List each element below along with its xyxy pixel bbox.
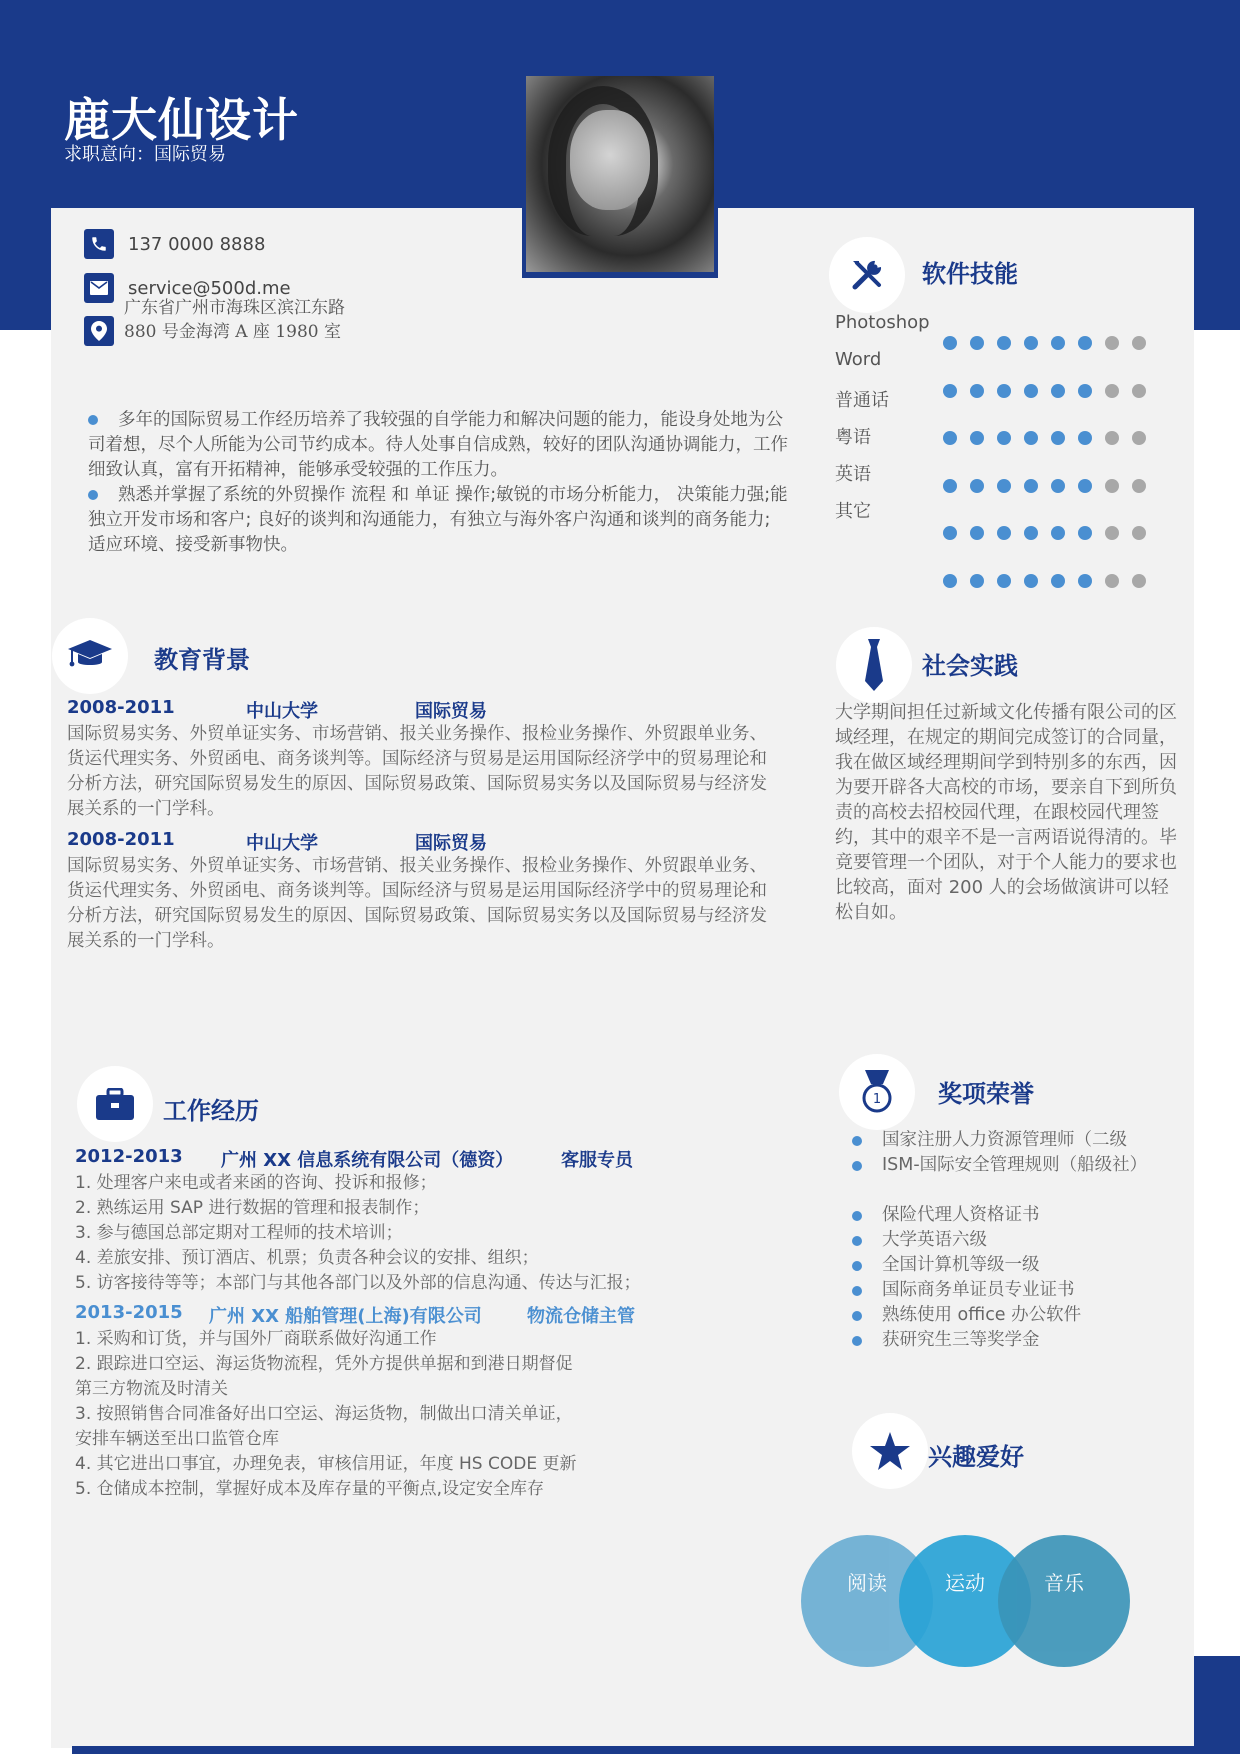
skill-label: Photoshop [835, 312, 930, 333]
phone-text: 137 0000 8888 [128, 233, 266, 255]
skill-rating-row [943, 384, 1146, 432]
graduation-cap-icon [66, 638, 114, 674]
job-line: 第三方物流及时清关 [75, 1379, 228, 1399]
skill-dot [1132, 384, 1146, 398]
education-entry [67, 697, 767, 822]
job-line: 安排车辆送至出口监管仓库 [75, 1429, 279, 1449]
job-entry [75, 1302, 775, 1502]
skill-dot [970, 336, 984, 350]
skill-label: 普通话 [835, 390, 889, 411]
skill-rating-row [943, 479, 1146, 527]
job-role: 物流仓储主管 [527, 1306, 635, 1327]
award-item: ISM-国际安全管理规则（船级社） [852, 1153, 1147, 1178]
education-school: 中山大学 [246, 833, 318, 854]
skill-dot [1078, 574, 1092, 588]
education-description: 国际贸易实务、外贸单证实务、市场营销、报关业务操作、报检业务操作、外贸跟单业务、货运代理实务、外贸函电、商务谈判等。国际经济与贸易是运用国际经济学中的贸易理论和分析方法，研究国际贸易发生的原因、国际贸易政策、国际贸易实务以及国际贸易与经济发展关系的一门学科。 [67, 724, 767, 819]
social-text: 大学期间担任过新域文化传播有限公司的区域经理，在规定的期间完成签订的合同量，我在做区域经理期间学到特别多的东西，因为要开辟各大高校的市场，要亲自下到所负责的高校去招校园代理，在跟校园代理签约，其中的艰辛不是一言两语说得清的。毕竟要管理一个团队，对于个人能力的要求也比较高，面对 200 人的会场做演讲可以轻松自如。 [835, 702, 1177, 923]
award-item: 全国计算机等级一级 [852, 1253, 1147, 1278]
education-major: 国际贸易 [415, 701, 487, 722]
hobby-label: 音乐 [1044, 1571, 1084, 1595]
bullet-dot [88, 490, 98, 500]
skills-icon-circle [829, 237, 905, 313]
hobbies-title: 兴趣爱好 [928, 1443, 1024, 1471]
skill-dot [1024, 384, 1038, 398]
education-years: 2008-2011 [67, 697, 175, 718]
job-header [75, 1302, 775, 1327]
skill-dot [997, 431, 1011, 445]
skill-dot [1078, 384, 1092, 398]
job-years: 2012-2013 [75, 1146, 183, 1167]
job-line: 3. 参与德国总部定期对工程师的技术培训； [75, 1223, 403, 1243]
summary-block [88, 408, 788, 558]
skill-dot [1024, 431, 1038, 445]
skill-dot [1024, 574, 1038, 588]
skills-labels [835, 312, 930, 534]
education-entry-header [67, 829, 767, 854]
skill-dot [1024, 526, 1038, 540]
skills-title: 软件技能 [922, 260, 1018, 288]
skill-dot [1051, 384, 1065, 398]
award-item: 获研究生三等奖学金 [852, 1328, 1147, 1353]
skill-dot [1078, 526, 1092, 540]
skill-dot [1132, 431, 1146, 445]
job-line: 1. 采购和订货，并与国外厂商联系做好沟通工作 [75, 1329, 437, 1349]
medal-icon [859, 1070, 895, 1114]
skill-dot [1051, 479, 1065, 493]
address-line-1: 广东省广州市海珠区滨江东路 [124, 298, 345, 318]
location-pin-icon [84, 316, 114, 346]
skill-dot [1051, 431, 1065, 445]
skill-rating-row [943, 336, 1146, 384]
skill-dot [1105, 384, 1119, 398]
skill-dot [970, 431, 984, 445]
job-line: 4. 差旅安排、预订酒店、机票；负责各种会议的安排、组织； [75, 1248, 539, 1268]
skill-rating-row [943, 526, 1146, 574]
phone-icon [84, 229, 114, 259]
bottom-accent-line [72, 1746, 1240, 1754]
skill-dot [970, 384, 984, 398]
svg-text:1: 1 [872, 1092, 882, 1107]
awards-title: 奖项荣誉 [938, 1080, 1034, 1108]
skill-dot [997, 574, 1011, 588]
skill-dot [1078, 336, 1092, 350]
education-entry [67, 829, 767, 954]
education-description: 国际贸易实务、外贸单证实务、市场营销、报关业务操作、报检业务操作、外贸跟单业务、货运代理实务、外贸函电、商务谈判等。国际经济与贸易是运用国际经济学中的贸易理论和分析方法，研究国际贸易发生的原因、国际贸易政策、国际贸易实务以及国际贸易与经济发展关系的一门学科。 [67, 856, 767, 951]
skill-dot [970, 574, 984, 588]
education-title: 教育背景 [154, 646, 250, 674]
summary-item: 多年的国际贸易工作经历培养了我较强的自学能力和解决问题的能力，能设身处地为公司着想，尽个人所能为公司节约成本。待人处事自信成熟，较好的团队沟通协调能力，工作细致认真，富有开拓精神，能够承受较强的工作压力。 [88, 410, 788, 480]
job-years: 2013-2015 [75, 1302, 183, 1323]
skill-dot [943, 574, 957, 588]
skill-dot [1051, 526, 1065, 540]
hobby-label: 运动 [945, 1571, 985, 1595]
award-item: 国家注册人力资源管理师（二级 [852, 1128, 1147, 1153]
summary-item: 熟悉并掌握了系统的外贸操作 流程 和 单证 操作;敏锐的市场分析能力， 决策能力强;能独立开发市场和客户; 良好的谈判和沟通能力，有独立与海外客户沟通和谈判的商务能力; 适应环境、接受新事物快。 [88, 485, 788, 555]
skill-dot [1024, 479, 1038, 493]
skill-dot [970, 479, 984, 493]
job-line: 3. 按照销售合同准备好出口空运、海运货物，制做出口清关单证， [75, 1404, 573, 1424]
job-line: 2. 跟踪进口空运、海运货物流程，凭外方提供单据和到港日期督促 [75, 1354, 573, 1374]
skill-rating-row [943, 574, 1146, 622]
bullet-dot [88, 415, 98, 425]
tools-icon [847, 255, 887, 295]
job-line: 5. 仓储成本控制，掌握好成本及库存量的平衡点,设定安全库存 [75, 1479, 545, 1499]
address-line-2: 880 号金海湾 A 座 1980 室 [124, 322, 342, 342]
award-item: 熟练使用 office 办公软件 [852, 1303, 1147, 1328]
awards-list [852, 1128, 1147, 1353]
email-text: service@500d.me [128, 277, 291, 299]
job-header [75, 1146, 775, 1171]
education-years: 2008-2011 [67, 829, 175, 850]
job-line: 5. 访客接待等等；本部门与其他各部门以及外部的信息沟通、传达与汇报； [75, 1273, 641, 1293]
skill-dot [997, 479, 1011, 493]
job-role: 客服专员 [561, 1150, 633, 1171]
award-item: 大学英语六级 [852, 1228, 1147, 1253]
award-item: 国际商务单证员专业证书 [852, 1278, 1147, 1303]
skill-dot [943, 431, 957, 445]
education-icon-circle [52, 618, 128, 694]
skill-rating-dots [943, 336, 1146, 621]
skill-dot [1078, 431, 1092, 445]
skill-dot [1078, 479, 1092, 493]
skill-dot [1132, 479, 1146, 493]
skill-label: Word [835, 349, 882, 370]
skill-label: 其它 [835, 501, 871, 522]
job-line: 1. 处理客户来电或者来函的咨询、投诉和报修； [75, 1173, 437, 1193]
skill-dot [1024, 336, 1038, 350]
skill-dot [943, 336, 957, 350]
contact-phone [84, 229, 265, 259]
hobbies-icon-circle [852, 1413, 928, 1489]
skill-dot [943, 526, 957, 540]
skill-dot [1132, 336, 1146, 350]
candidate-name: 鹿大仙设计 [64, 93, 299, 147]
necktie-icon [863, 639, 885, 691]
skill-label: 英语 [835, 464, 871, 485]
skill-rating-row [943, 431, 1146, 479]
hobby-music [998, 1535, 1130, 1667]
education-school: 中山大学 [246, 701, 318, 722]
skill-dot [970, 526, 984, 540]
skill-dot [943, 384, 957, 398]
skill-dot [1105, 526, 1119, 540]
job-company: 广州 XX 船舶管理(上海)有限公司 [209, 1306, 482, 1327]
work-icon-circle [77, 1066, 153, 1142]
job-line: 2. 熟练运用 SAP 进行数据的管理和报表制作； [75, 1198, 430, 1218]
social-title: 社会实践 [922, 652, 1018, 680]
corner-accent [1194, 1656, 1240, 1754]
skill-dot [1105, 431, 1119, 445]
skill-dot [1051, 574, 1065, 588]
education-major: 国际贸易 [415, 833, 487, 854]
skill-dot [1105, 574, 1119, 588]
job-line: 4. 其它进出口事宜，办理免表，审核信用证，年度 HS CODE 更新 [75, 1454, 577, 1474]
job-intent: 求职意向：国际贸易 [64, 144, 226, 165]
job-company: 广州 XX 信息系统有限公司（德资） [221, 1150, 514, 1171]
hobby-label: 阅读 [847, 1571, 887, 1595]
work-title: 工作经历 [163, 1097, 259, 1125]
education-entry-header [67, 697, 767, 722]
skill-dot [1132, 526, 1146, 540]
contact-address [84, 316, 114, 346]
skill-dot [1105, 479, 1119, 493]
mail-icon [84, 273, 114, 303]
skill-dot [997, 384, 1011, 398]
skill-dot [1132, 574, 1146, 588]
skill-dot [997, 336, 1011, 350]
skill-label: 粤语 [835, 427, 871, 448]
awards-icon-circle [839, 1054, 915, 1130]
photo-face [570, 110, 650, 210]
briefcase-icon [96, 1088, 134, 1120]
skill-dot [1105, 336, 1119, 350]
skill-dot [1051, 336, 1065, 350]
job-entry [75, 1146, 775, 1296]
award-item: 保险代理人资格证书 [852, 1203, 1147, 1228]
skill-dot [997, 526, 1011, 540]
social-icon-circle [836, 627, 912, 703]
star-icon [869, 1431, 911, 1471]
skill-dot [943, 479, 957, 493]
